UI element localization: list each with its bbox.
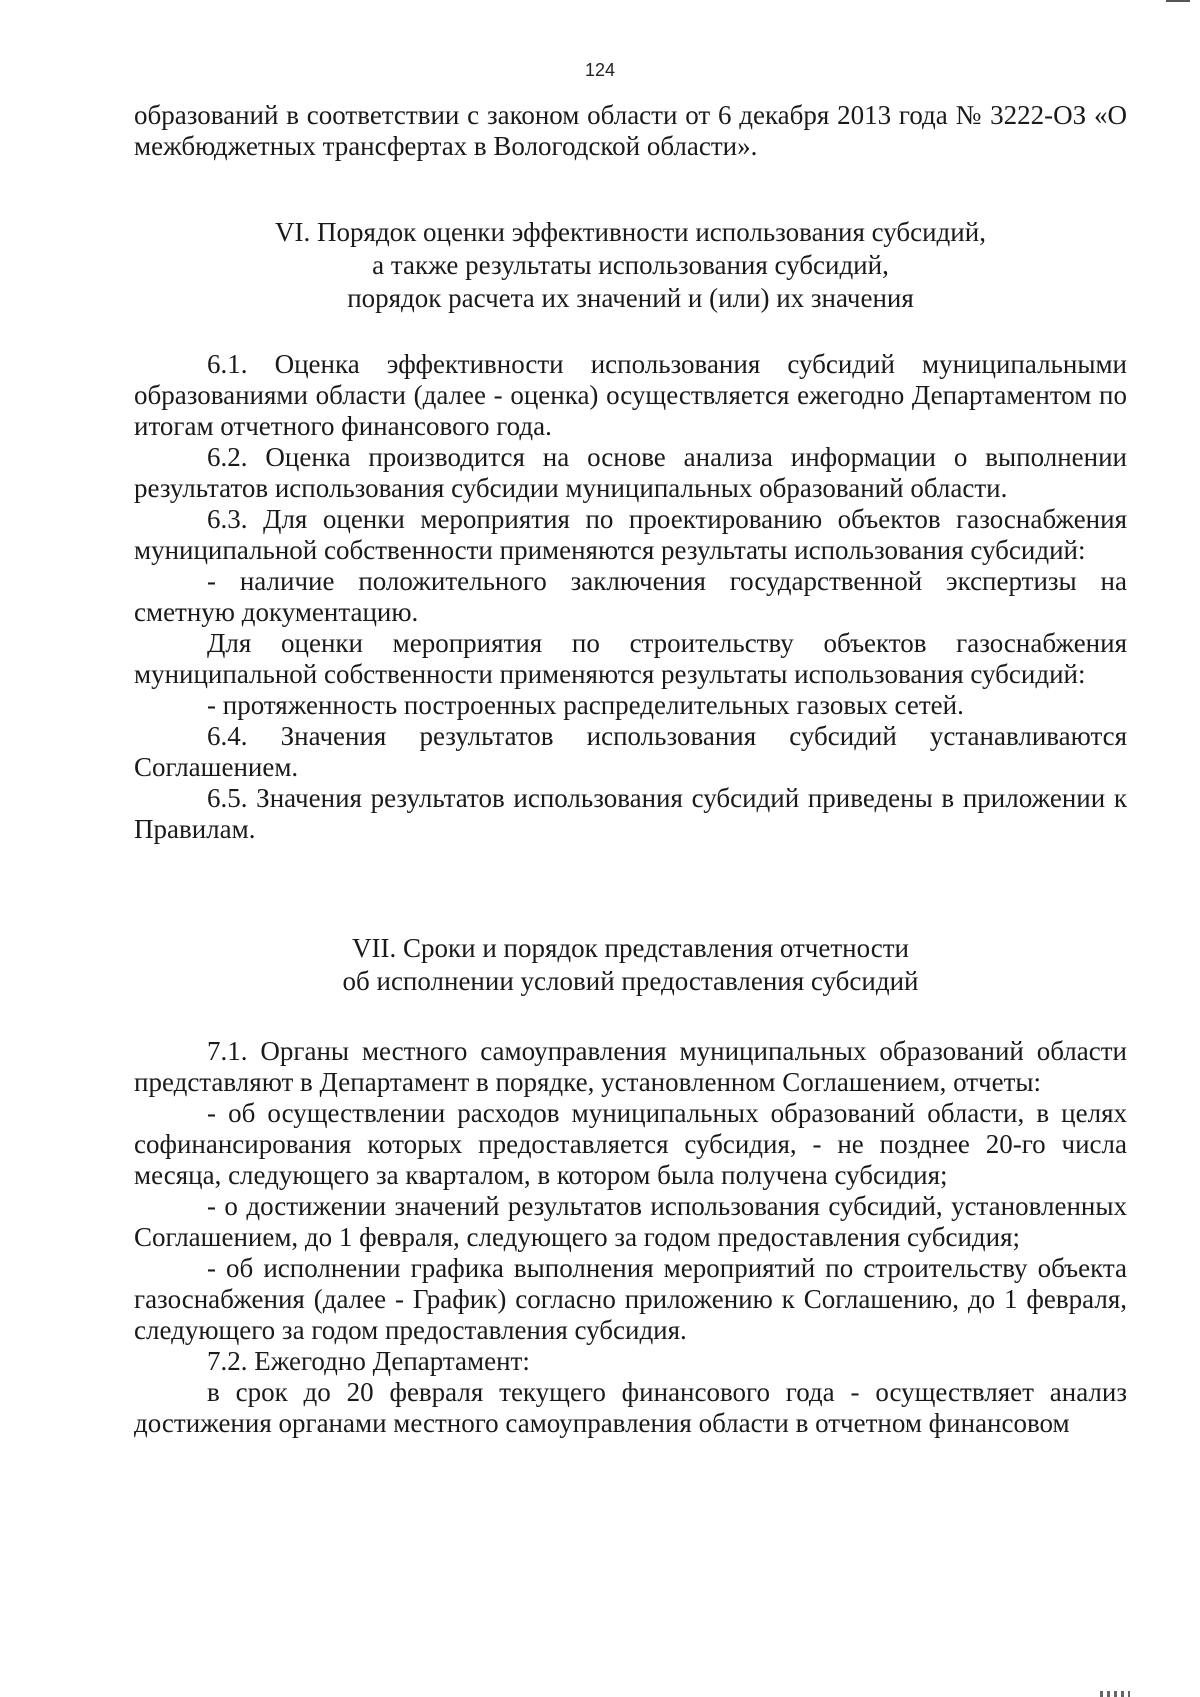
paragraph-7-2-analysis: в срок до 20 февраля текущего финансового года - осуществляет анализ достижения органами местного самоуправления области в отчетном финансовом [134,1377,1127,1438]
page-number: 124 [584,60,616,80]
paragraph-6-3: 6.3. Для оценки мероприятия по проектированию объектов газоснабжения муниципальной собственности применяются результаты использования субсидий: [134,504,1127,565]
intro-paragraph: образований в соответствии с законом области от 6 декабря 2013 года № 3222-ОЗ «О межбюджетных трансфертах в Вологодской области». [134,100,1127,161]
section-6-heading-line: порядок расчета их значений и (или) их значения [347,283,914,313]
paragraph-6-4: 6.4. Значения результатов использования субсидий устанавливаются Соглашением. [134,721,1127,782]
section-7-heading-line: об исполнении условий предоставления субсидий [342,966,919,996]
section-7-body [134,1036,1127,1439]
paragraph-6-1: 6.1. Оценка эффективности использования субсидий муниципальными образованиями области (далее - оценка) осуществляется ежегодно Департаментом по итогам отчетного финансового года. [134,349,1127,441]
section-7-heading [134,932,1127,998]
section-6-heading-line: VI. Порядок оценки эффективности использования субсидий, [275,217,986,247]
list-item-expenses-report: - об осуществлении расходов муниципальных образований области, в целях софинансирования которых предоставляется субсидия, - не позднее 20-го числа месяца, следующего за кварталом, в котором была получена субсидия; [134,1098,1127,1190]
list-item-schedule-report: - об исполнении графика выполнения мероприятий по строительству объекта газоснабжения (далее - График) согласно приложению к Соглашению, до 1 февраля, следующего за годом предоставления субсидия. [134,1253,1127,1345]
scan-artifact-top [1166,0,1190,2]
list-item-gas-networks: - протяженность построенных распределительных газовых сетей. [207,690,964,720]
paragraph-7-1: 7.1. Органы местного самоуправления муниципальных образований области представляют в Департамент в порядке, установленном Соглашением, отчеты: [134,1036,1127,1097]
paragraph-construction: Для оценки мероприятия по строительству объектов газоснабжения муниципальной собственности применяются результаты использования субсидий: [134,628,1127,689]
paragraph-6-2: 6.2. Оценка производится на основе анализа информации о выполнении результатов использования субсидии муниципальных образований области. [134,442,1127,503]
section-6-body [134,349,1127,845]
paragraph-6-5: 6.5. Значения результатов использования субсидий приведены в приложении к Правилам. [134,783,1127,844]
section-6-heading [134,216,1127,315]
list-item-expertise: - наличие положительного заключения государственной экспертизы на сметную документацию. [134,566,1127,627]
list-item-results-report: - о достижении значений результатов использования субсидий, установленных Соглашением, до 1 февраля, следующего за годом предоставления субсидия; [134,1191,1127,1252]
section-7-heading-line: VII. Сроки и порядок представления отчетности [352,933,909,963]
section-6-heading-line: а также результаты использования субсидий, [372,250,889,280]
scan-artifact-bottom [1100,1691,1130,1697]
paragraph-7-2: 7.2. Ежегодно Департамент: [207,1346,530,1376]
intro-text-block [134,100,1127,162]
